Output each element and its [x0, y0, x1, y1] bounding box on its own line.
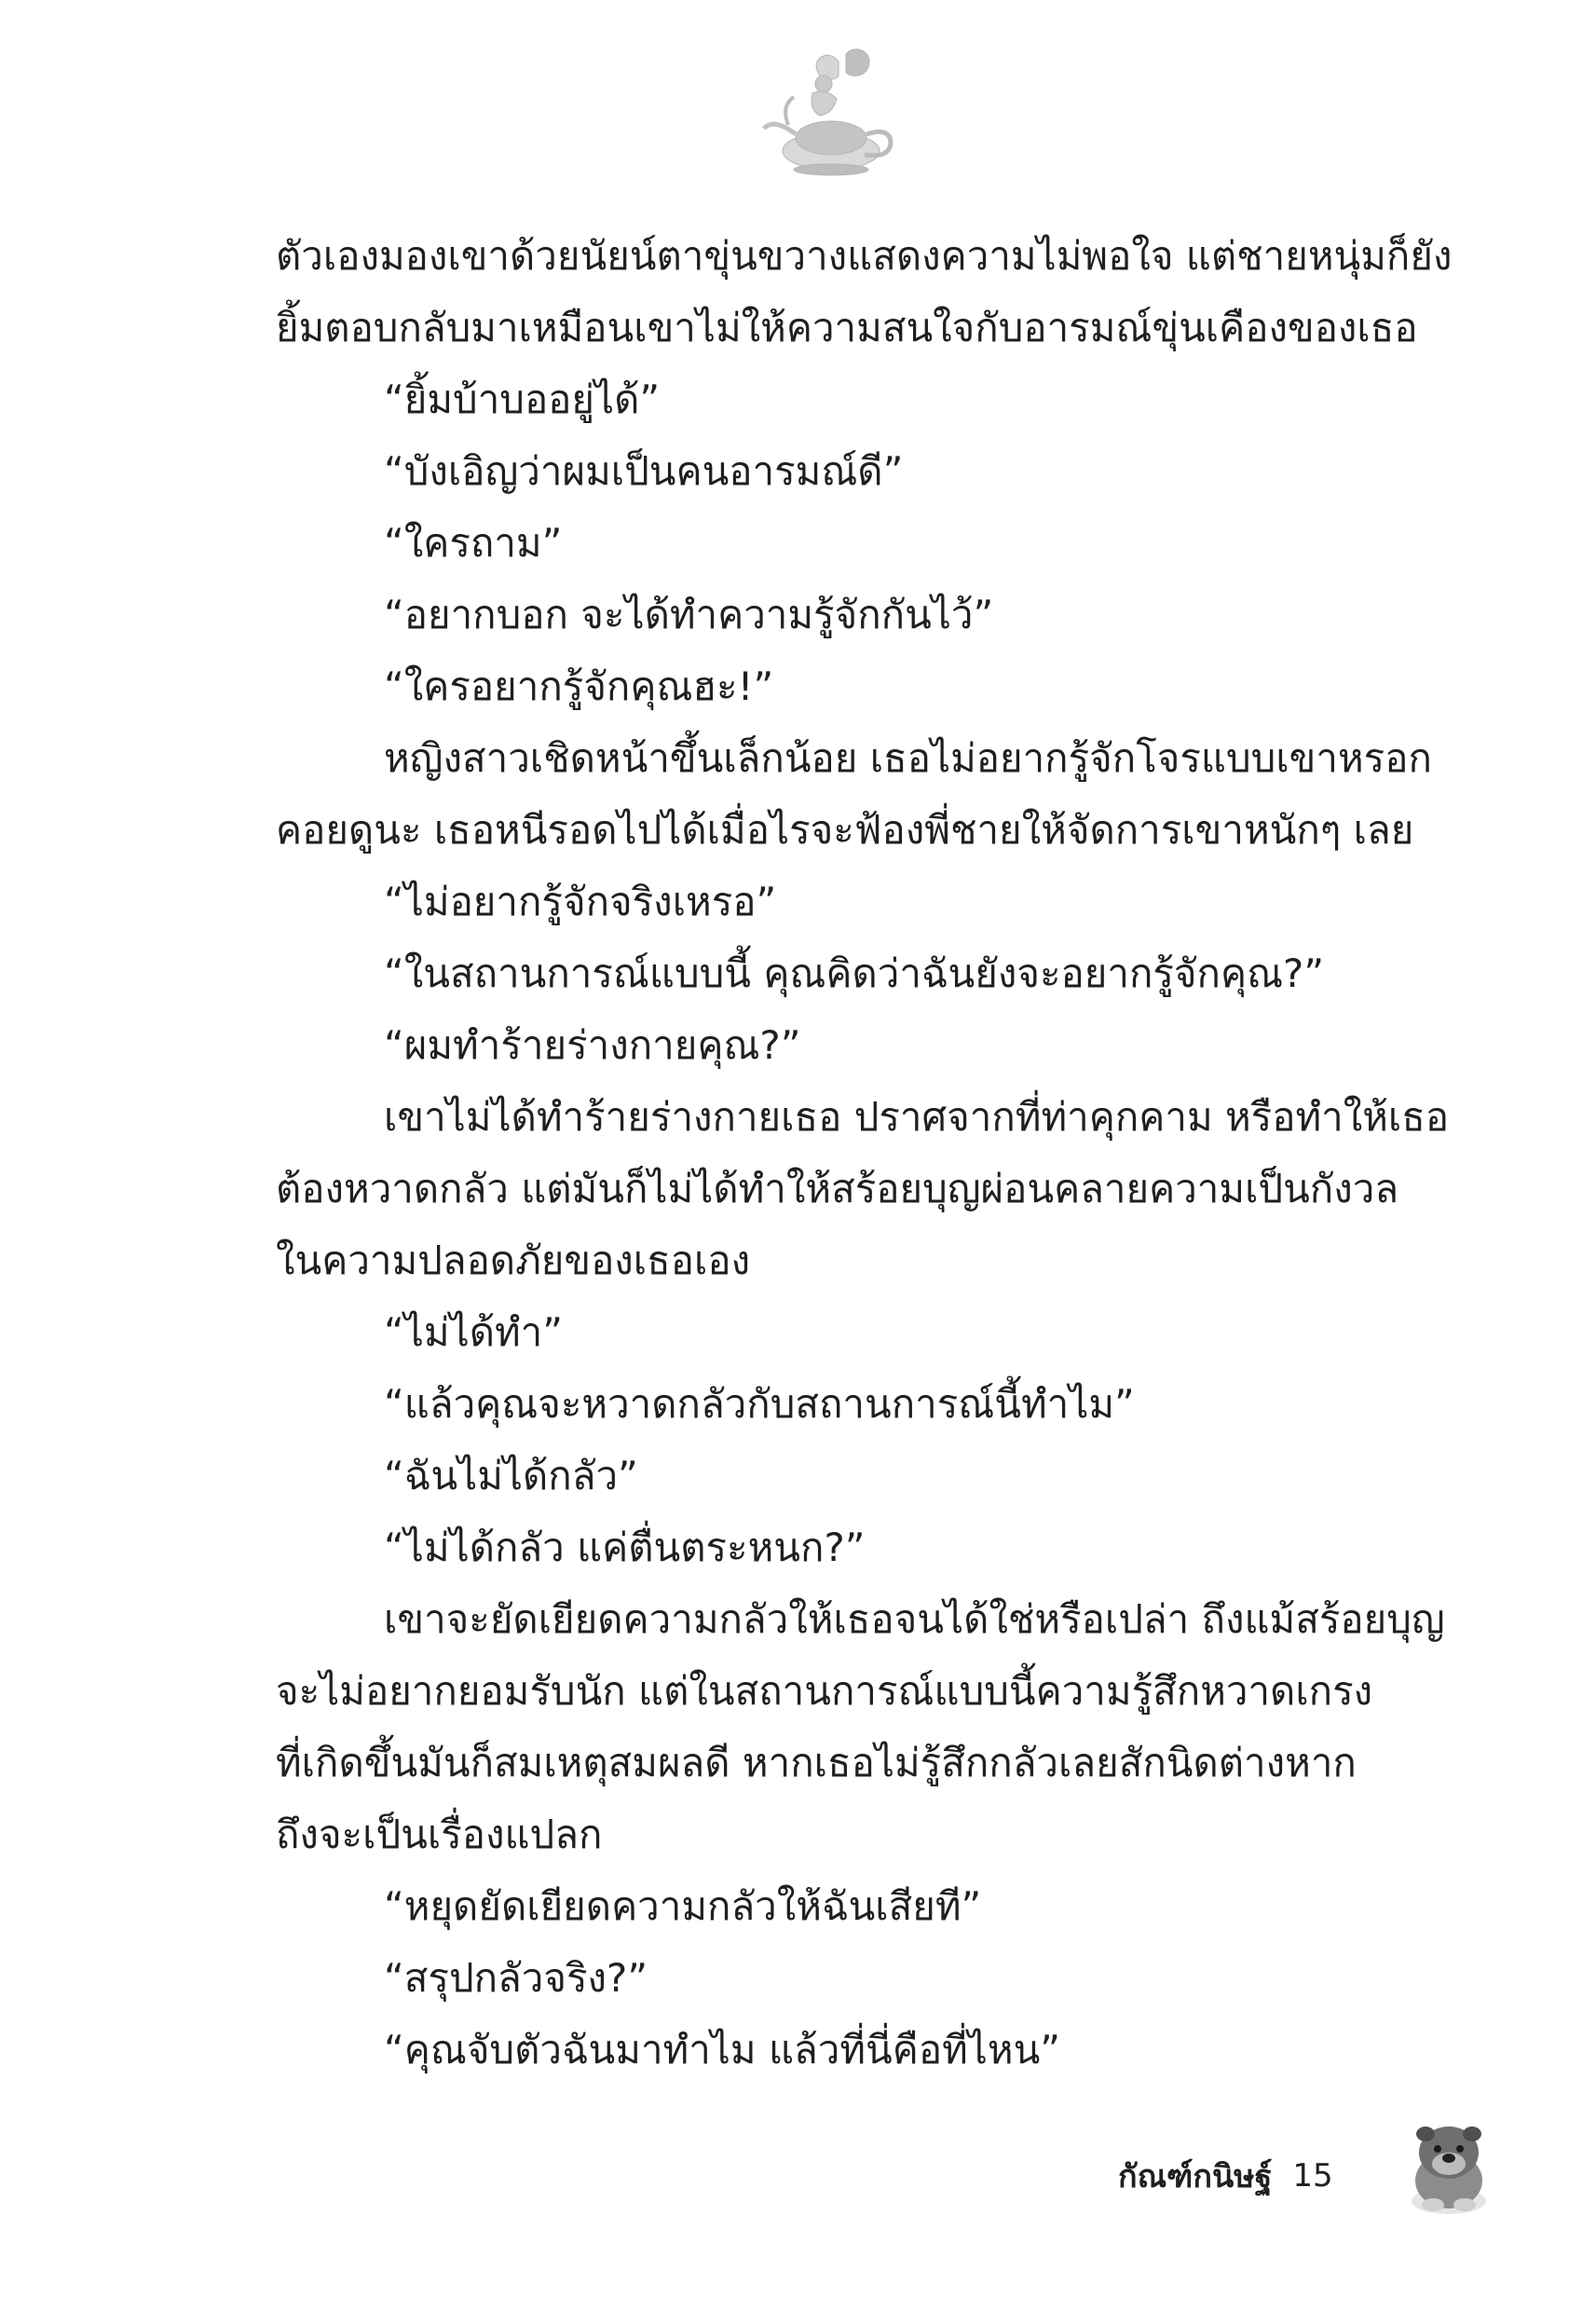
text-line: จะไม่อยากยอมรับนัก แต่ในสถานการณ์แบบนี้ความรู้สึกหวาดเกรง	[276, 1668, 1373, 1714]
dialogue-line	[276, 937, 1414, 1009]
text-line: “ยิ้มบ้าบออยู่ได้”	[384, 376, 661, 422]
dialogue-line	[276, 363, 1414, 435]
teapot-cupid-ornament-icon	[757, 41, 906, 181]
text-line: “ไม่ได้ทำ”	[384, 1309, 563, 1355]
text-line: “ใครถาม”	[384, 520, 563, 566]
text-line: คอยดูนะ เธอหนีรอดไปได้เมื่อไรจะฟ้องพี่ชายให้จัดการเขาหนักๆ เลย	[276, 807, 1414, 853]
bulldog-icon	[1398, 2115, 1500, 2218]
text-line: “ใครอยากรู้จักคุณฮะ!”	[384, 663, 774, 709]
text-line: ในความปลอดภัยของเธอเอง	[276, 1238, 751, 1283]
paragraph	[276, 1583, 1445, 1870]
dialogue-line	[276, 579, 1414, 650]
text-line: ตัวเองมองเขาด้วยนัยน์ตาขุ่นขวางแสดงความไม่พอใจ แต่ชายหนุ่มก็ยัง	[276, 233, 1453, 279]
text-line: “ไม่ได้กลัว แค่ตื่นตระหนก?”	[384, 1525, 866, 1570]
text-line: “ในสถานการณ์แบบนี้ คุณคิดว่าฉันยังจะอยากรู้จักคุณ?”	[384, 950, 1325, 996]
paragraph	[276, 1081, 1450, 1296]
text-line: “ผมทำร้ายร่างกายคุณ?”	[384, 1022, 801, 1068]
text-line: “บังเอิญว่าผมเป็นคนอารมณ์ดี”	[384, 448, 904, 494]
paragraph	[276, 722, 1432, 866]
text-line: “อยากบอก จะได้ทำความรู้จักกันไว้”	[384, 592, 994, 637]
dialogue-line	[276, 1870, 1414, 1942]
text-line: ยิ้มตอบกลับมาเหมือนเขาไม่ให้ความสนใจกับอารมณ์ขุ่นเคืองของเธอ	[276, 305, 1418, 350]
text-line: เขาจะยัดเยียดความกลัวให้เธอจนได้ใช่หรือเปล่า ถึงแม้สร้อยบุญ	[384, 1596, 1445, 1642]
dialogue-line	[276, 1511, 1414, 1583]
dialogue-line	[276, 435, 1414, 507]
text-line: ต้องหวาดกลัว แต่มันก็ไม่ได้ทำให้สร้อยบุญผ่อนคลายความเป็นกังวล	[276, 1166, 1399, 1211]
page-number: 15	[1292, 2157, 1333, 2195]
dialogue-line	[276, 507, 1414, 579]
dialogue-line	[276, 866, 1414, 937]
page-footer	[1118, 2151, 1333, 2201]
text-line: “ไม่อยากรู้จักจริงเหรอ”	[384, 879, 777, 924]
dialogue-line	[276, 1440, 1414, 1511]
text-line: “คุณจับตัวฉันมาทำไม แล้วที่นี่คือที่ไหน”	[384, 2027, 1061, 2072]
text-line: “สรุปกลัวจริง?”	[384, 1955, 648, 2001]
dialogue-line	[276, 2014, 1414, 2085]
dialogue-line	[276, 1009, 1414, 1081]
dialogue-line	[276, 1296, 1414, 1368]
dialogue-line	[276, 1368, 1414, 1440]
body-text	[276, 220, 1453, 2085]
text-line: “หยุดยัดเยียดความกลัวให้ฉันเสียที”	[384, 1883, 982, 1929]
dialogue-line	[276, 650, 1414, 722]
text-line: ถึงจะเป็นเรื่องแปลก	[276, 1812, 603, 1857]
text-line: “แล้วคุณจะหวาดกลัวกับสถานการณ์นี้ทำไม”	[384, 1381, 1135, 1427]
dialogue-line	[276, 1942, 1414, 2014]
text-line: หญิงสาวเชิดหน้าขึ้นเล็กน้อย เธอไม่อยากรู้จักโจรแบบเขาหรอก	[384, 735, 1432, 781]
text-line: “ฉันไม่ได้กลัว”	[384, 1453, 638, 1498]
text-line: ที่เกิดขึ้นมันก็สมเหตุสมผลดี หากเธอไม่รู้สึกกลัวเลยสักนิดต่างหาก	[276, 1740, 1357, 1785]
text-line: เขาไม่ได้ทำร้ายร่างกายเธอ ปราศจากที่ท่าคุกคาม หรือทำให้เธอ	[384, 1094, 1450, 1140]
author-name: กัณฑ์กนิษฐ์	[1118, 2158, 1273, 2195]
paragraph	[276, 220, 1453, 363]
